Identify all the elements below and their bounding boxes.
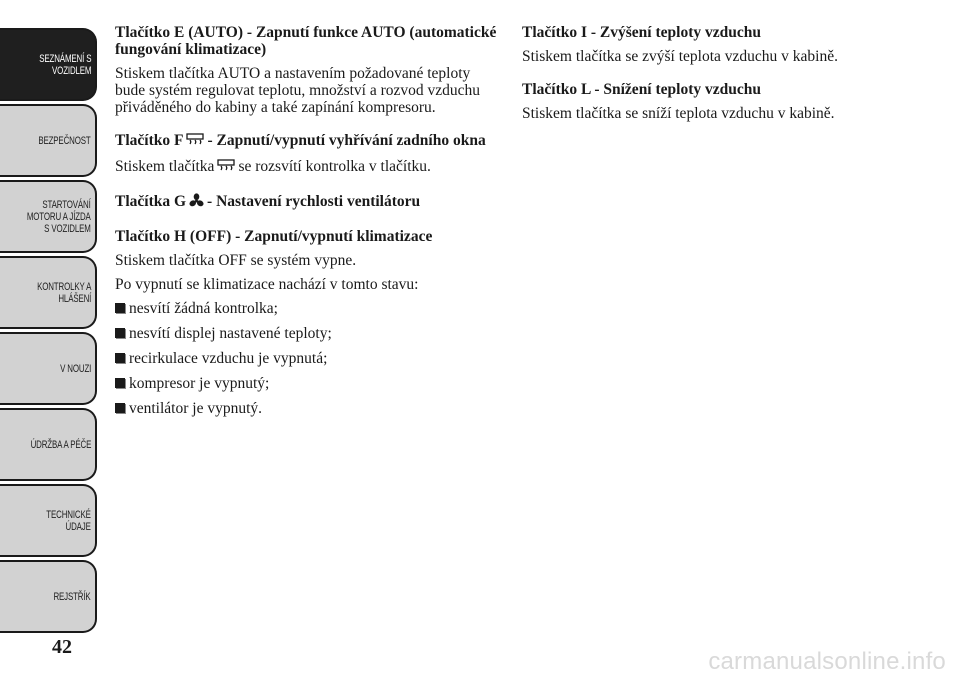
list-item-text: ventilátor je vypnutý. <box>129 400 263 417</box>
section-h-text-2: Po vypnutí se klimatizace nachází v tomto stavu: <box>115 276 419 293</box>
section-f-heading-a: Tlačítko F <box>115 132 184 149</box>
checkbox-bullet-icon <box>115 353 125 363</box>
list-item-text: nesvítí žádná kontrolka; <box>129 300 278 317</box>
checkbox-bullet-icon <box>115 403 125 413</box>
section-l-heading: Tlačítko L - Snížení teploty vzduchu <box>522 81 761 98</box>
section-g-heading-b: - Nastavení rychlosti ventilátoru <box>207 193 421 210</box>
section-e-text: Stiskem tlačítka AUTO a nastavením požadované teploty bude systém regulovat teplotu, množství a rozvod vzduchu přiváděného do kabiny a také zapínání kompresoru. <box>115 65 481 116</box>
tab-label: REJSTŘÍK <box>53 590 91 603</box>
section-g-heading <box>115 193 500 212</box>
section-l-text: Stiskem tlačítka se sníží teplota vzduchu v kabině. <box>522 105 835 122</box>
list-item <box>115 375 500 392</box>
rear-window-defrost-icon <box>186 133 204 151</box>
checkbox-bullet-icon <box>115 378 125 388</box>
section-i-heading: Tlačítko I - Zvýšení teploty vzduchu <box>522 24 761 41</box>
section-f-heading-b: - Zapnutí/vypnutí vyhřívání zadního okna <box>207 132 486 149</box>
list-item-text: kompresor je vypnutý; <box>129 375 270 392</box>
tab-seznameni-s-vozidlem[interactable] <box>0 28 97 101</box>
tab-startovani-motoru[interactable] <box>0 180 97 253</box>
tab-technicke-udaje[interactable] <box>0 484 97 557</box>
right-column <box>522 24 922 129</box>
list-item <box>115 400 500 417</box>
section-f-heading <box>115 132 500 151</box>
list-item <box>115 350 500 367</box>
section-f-text <box>115 158 500 177</box>
checkbox-bullet-icon <box>115 328 125 338</box>
section-i-text: Stiskem tlačítka se zvýší teplota vzduchu v kabině. <box>522 48 838 65</box>
list-item-text: nesvítí displej nastavené teploty; <box>129 325 332 342</box>
tab-label: KONTROLKY A HLÁŠENÍ <box>36 280 91 305</box>
tab-bezpecnost[interactable] <box>0 104 97 177</box>
tab-v-nouzi[interactable] <box>0 332 97 405</box>
left-column <box>115 24 500 425</box>
rear-window-defrost-icon <box>217 159 235 177</box>
tab-rejstrik[interactable] <box>0 560 97 633</box>
tab-kontrolky-a-hlaseni[interactable] <box>0 256 97 329</box>
fan-icon <box>189 193 204 212</box>
section-h-heading: Tlačítko H (OFF) - Zapnutí/vypnutí klimatizace <box>115 228 433 245</box>
list-item <box>115 300 500 317</box>
section-g-heading-a: Tlačítka G <box>115 193 187 210</box>
tab-label: BEZPEČNOST <box>38 134 91 147</box>
section-e-heading: Tlačítko E (AUTO) - Zapnutí funkce AUTO (automatické fungování klimatizace) <box>115 24 497 58</box>
status-list <box>115 300 500 417</box>
tab-label: V NOUZI <box>59 362 91 375</box>
section-f-text-b: se rozsvítí kontrolka v tlačítku. <box>238 158 431 175</box>
section-f-text-a: Stiskem tlačítka <box>115 158 215 175</box>
list-item <box>115 325 500 342</box>
list-item-text: recirkulace vzduchu je vypnutá; <box>129 350 328 367</box>
tab-label: ÚDRŽBA A PÉČE <box>30 438 91 451</box>
tab-udrzba-a-pece[interactable] <box>0 408 97 481</box>
watermark: carmanualsonline.info <box>708 648 946 675</box>
checkbox-bullet-icon <box>115 303 125 313</box>
tab-label: TECHNICKÉ ÚDAJE <box>46 508 91 533</box>
page-number: 42 <box>52 636 72 658</box>
section-h-text-1: Stiskem tlačítka OFF se systém vypne. <box>115 252 357 269</box>
tab-label: SEZNÁMENÍ S VOZIDLEM <box>38 52 91 77</box>
tab-label: STARTOVÁNÍ MOTORU A JÍZDA S VOZIDLEM <box>27 198 91 235</box>
